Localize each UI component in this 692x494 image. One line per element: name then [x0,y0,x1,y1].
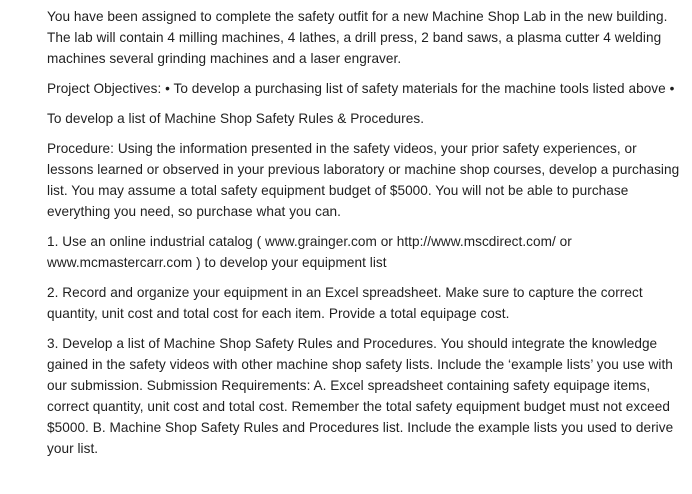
step-2-paragraph: 2. Record and organize your equipment in an Excel spreadsheet. Make sure to capture the correct quantity, unit cost and total cost for each item. Provide a total equipage cost. [47,285,643,321]
intro-paragraph: You have been assigned to complete the safety outfit for a new Machine Shop Lab in the new building. The lab will contain 4 milling machines, 4 lathes, a drill press, 2 band saws, a plasma cutter 4 welding machines several grinding machines and a laser engraver. [47,9,668,66]
step-1-paragraph: 1. Use an online industrial catalog ( www.grainger.com or http://www.mscdirect.com/ or www.mcmastercarr.com ) to develop your equipment list [47,234,572,270]
step-3-paragraph: 3. Develop a list of Machine Shop Safety Rules and Procedures. You should integrate the knowledge gained in the safety videos with other machine shop safety lists. Include the ‘example lists’ you use with our submission. Submission Requirements: A. Excel spreadsheet containing safety equipage items, correct quantity, unit cost and total cost. Remember the total safety equipment budget must not exceed $5000. B. Machine Shop Safety Rules and Procedures list. Include the example lists you used to derive your list. [47,336,674,456]
objectives-paragraph: Project Objectives: • To develop a purchasing list of safety materials for the machine tools listed above • [47,81,675,96]
procedure-paragraph: Procedure: Using the information presented in the safety videos, your prior safety experiences, or lessons learned or observed in your previous laboratory or machine shop courses, develop a purchasing list. You may assume a total safety equipment budget of $5000. You will not be able to purchase everything you need, so purchase what you can. [47,141,680,219]
objective-rules-paragraph: To develop a list of Machine Shop Safety Rules & Procedures. [47,111,425,126]
